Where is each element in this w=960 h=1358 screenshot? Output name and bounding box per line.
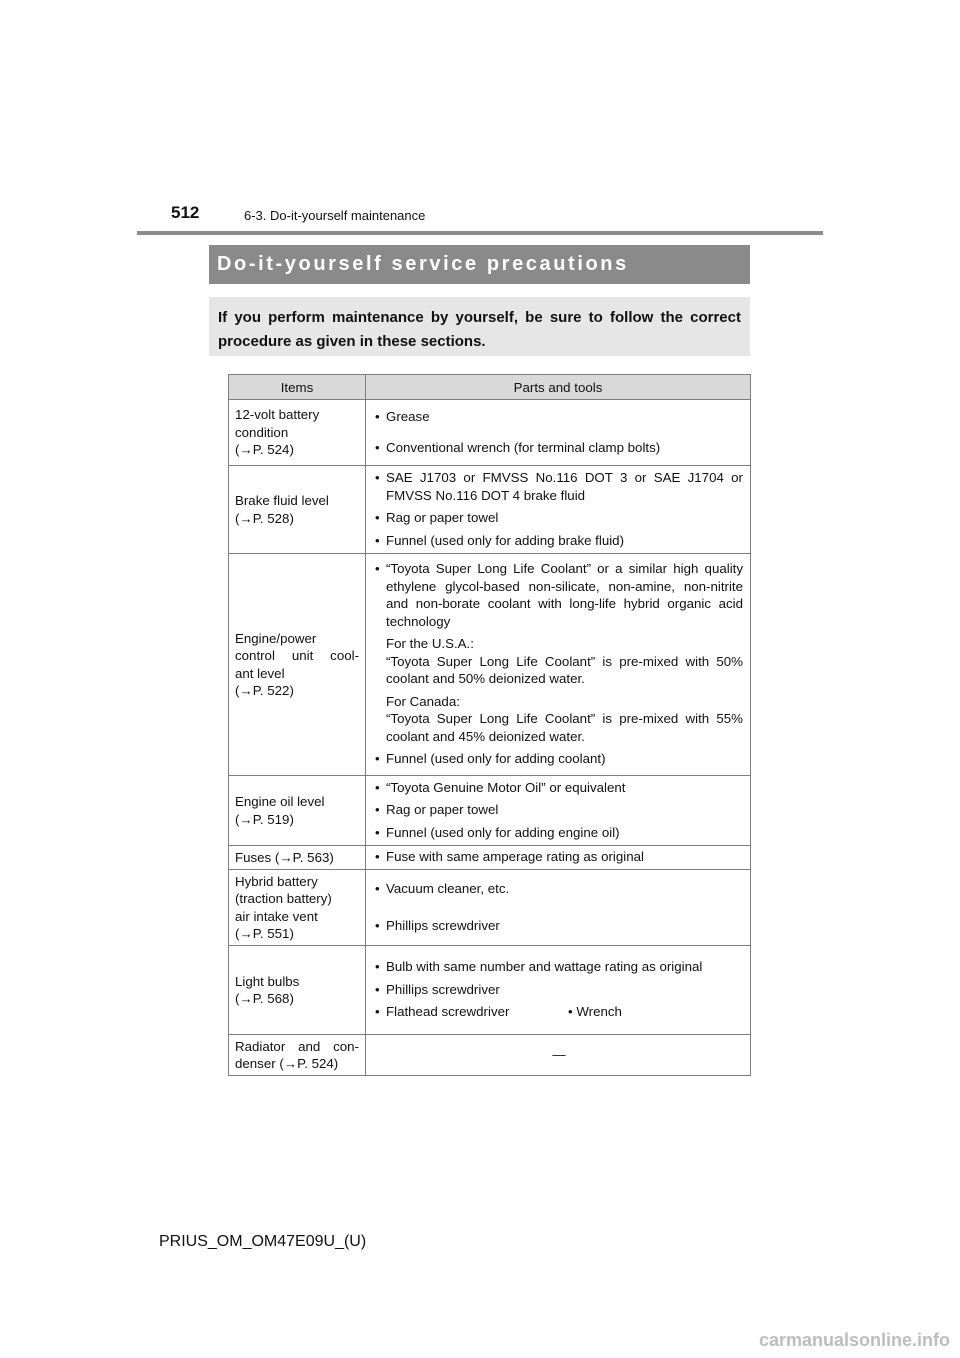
item-line: Hybrid battery — [235, 873, 318, 889]
bullet-icon: • — [375, 849, 380, 865]
bullet-icon: • — [375, 918, 380, 933]
table-row — [229, 946, 751, 1035]
item-cell — [229, 466, 366, 554]
bullet-icon: • — [375, 981, 380, 997]
list-item: • Vacuum cleaner, etc. — [375, 880, 510, 896]
table-row — [229, 554, 751, 776]
note-heading: For Canada: — [386, 693, 460, 709]
item-cell — [229, 946, 366, 1035]
section-title: Do-it-yourself service precautions — [217, 253, 629, 275]
item-line: (→P. 522) — [235, 683, 294, 698]
item-line: ant level — [235, 665, 285, 681]
section-title-bar — [209, 245, 750, 284]
table-row — [229, 846, 751, 870]
table-row — [229, 776, 751, 846]
list-item: • Funnel (used only for adding engine oil) — [375, 824, 620, 840]
note-text: “Toyota Super Long Life Coolant” is pre-mixed with 55% coolant and 45% deionized water. — [386, 711, 743, 744]
column-header-parts: Parts and tools — [366, 375, 751, 400]
list-item: • Rag or paper towel — [375, 510, 499, 525]
list-item: • SAE J1703 or FMVSS No.116 DOT 3 or SAE J1704 or FMVSS No.116 DOT 4 brake fluid — [375, 470, 743, 503]
bullet-icon: • — [568, 1004, 573, 1020]
item-line: 12-volt battery — [235, 407, 320, 423]
item-line: (→P. 519) — [235, 811, 294, 827]
list-item: • Funnel (used only for adding coolant) — [375, 751, 606, 767]
note-heading: For the U.S.A.: — [386, 636, 474, 652]
item-line: air intake vent — [235, 908, 318, 924]
bullet-icon: • — [375, 751, 380, 767]
list-item: • Funnel (used only for adding brake fluid) — [375, 532, 625, 548]
item-line: Engine/power — [235, 630, 317, 646]
list-item: • “Toyota Genuine Motor Oil” or equivalent — [375, 779, 626, 795]
table-header-row — [229, 375, 751, 400]
item-line: condition — [235, 424, 289, 440]
list-item: • Flathead screwdriver • Wrench — [375, 1004, 622, 1020]
list-item: • “Toyota Super Long Life Coolant” or a similar high quality ethylene glycol-based non-silicate, non-amine, non-nitrite and non-borate coolant with long-life hybrid organic acid technology — [375, 561, 743, 629]
list-item: • Phillips screwdriver — [375, 981, 500, 997]
watermark: carmanualsonline.info — [758, 1330, 950, 1350]
parts-cell — [366, 554, 751, 776]
bullet-icon: • — [375, 510, 380, 525]
parts-cell — [366, 870, 751, 946]
header-rule — [137, 231, 823, 235]
column-header-items: Items — [229, 375, 366, 400]
bullet-icon: • — [375, 561, 380, 577]
item-line: (traction battery) — [235, 891, 332, 906]
parts-cell — [366, 846, 751, 870]
item-line: control unit cool- — [235, 648, 359, 663]
empty-dash: — — [552, 1046, 566, 1062]
intro-text: If you perform maintenance by yourself, be sure to follow the correct procedure as given in these sections. — [218, 309, 741, 350]
bullet-icon: • — [375, 439, 380, 455]
list-item: • Fuse with same amperage rating as original — [375, 849, 644, 865]
bullet-icon: • — [375, 880, 380, 896]
item-line: (→P. 551) — [235, 926, 294, 941]
bullet-icon: • — [375, 409, 380, 424]
item-cell — [229, 870, 366, 946]
intro-box — [209, 297, 750, 356]
list-item: • Phillips screwdriver — [375, 918, 500, 933]
footer-code: PRIUS_OM_OM47E09U_(U) — [159, 1233, 367, 1250]
item-line: (→P. 528) — [235, 510, 294, 526]
page-number: 512 — [171, 203, 200, 222]
bullet-icon: • — [375, 532, 380, 548]
item-line: Radiator and con- — [235, 1038, 359, 1054]
table-row — [229, 870, 751, 946]
table-row — [229, 400, 751, 466]
list-item: • Conventional wrench (for terminal clamp bolts) — [375, 439, 661, 455]
item-cell — [229, 400, 366, 466]
item-cell — [229, 554, 366, 776]
table-row — [229, 1035, 751, 1076]
item-line: (→P. 568) — [235, 991, 294, 1006]
note-item — [375, 635, 743, 688]
bullet-icon: • — [375, 959, 380, 975]
list-item: • Bulb with same number and wattage rating as original — [375, 959, 703, 975]
section-label: 6-3. Do-it-yourself maintenance — [244, 208, 426, 223]
note-item — [375, 693, 743, 746]
parts-cell — [366, 400, 751, 466]
parts-cell — [366, 1035, 751, 1076]
parts-tools-table — [228, 374, 751, 1076]
item-cell — [229, 776, 366, 846]
note-text: “Toyota Super Long Life Coolant” is pre-mixed with 50% coolant and 50% deionized water. — [386, 653, 743, 687]
item-line: Fuses (→P. 563) — [235, 849, 334, 865]
item-line: Light bulbs — [235, 973, 300, 989]
table-row — [229, 466, 751, 554]
item-line: Brake fluid level — [235, 493, 329, 508]
bullet-icon: • — [375, 824, 380, 840]
bullet-icon: • — [375, 470, 380, 485]
item-line: (→P. 524) — [235, 442, 294, 458]
item-line: denser (→P. 524) — [235, 1056, 339, 1071]
item-cell — [229, 846, 366, 870]
parts-cell — [366, 776, 751, 846]
parts-cell — [366, 466, 751, 554]
list-item: • Rag or paper towel — [375, 802, 499, 818]
list-item: • Grease — [375, 409, 430, 424]
item-cell — [229, 1035, 366, 1076]
bullet-icon: • — [375, 802, 380, 818]
bullet-icon: • — [375, 1004, 380, 1020]
item-line: Engine oil level — [235, 794, 325, 809]
bullet-icon: • — [375, 779, 380, 795]
parts-cell — [366, 946, 751, 1035]
